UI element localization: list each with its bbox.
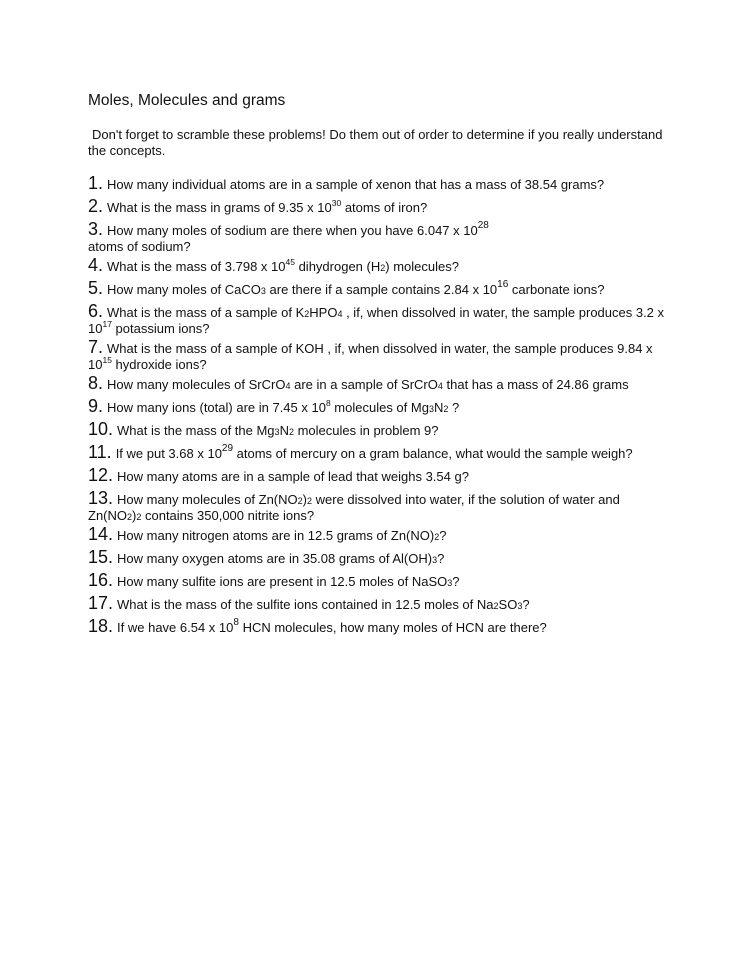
problem-15 — [88, 547, 668, 570]
problem-text: ? — [437, 551, 445, 566]
subscript: 2 — [127, 512, 133, 522]
problem-number: 16. — [88, 570, 114, 590]
problem-text: N — [279, 423, 289, 438]
problem-text: atoms of sodium? — [88, 239, 191, 254]
subscript: 3 — [274, 427, 280, 437]
problem-text: How many oxygen atoms are in 35.08 grams of Al(OH) — [117, 551, 433, 566]
problem-number: 18. — [88, 616, 114, 636]
problem-number: 6. — [88, 301, 104, 321]
problem-text: What is the mass in grams of 9.35 x 10 — [107, 200, 332, 215]
problem-12 — [88, 465, 668, 488]
problem-2 — [88, 196, 668, 219]
intro-sentence: Don't forget to scramble these problems! Do them out of order to determine if you really understand the concepts. — [88, 127, 663, 158]
problem-5 — [88, 278, 668, 301]
problem-text: atoms of iron? — [341, 200, 428, 215]
problem-text: are there if a sample contains 2.84 x 10 — [265, 282, 498, 297]
problem-text: carbonate ions? — [508, 282, 605, 297]
problem-17 — [88, 593, 668, 616]
problem-14 — [88, 524, 668, 547]
problem-text: atoms of mercury on a gram balance, what would the sample weigh? — [233, 446, 633, 461]
problem-text: ) — [302, 492, 308, 507]
problem-number: 3. — [88, 219, 104, 239]
problem-16 — [88, 570, 668, 593]
problem-7 — [88, 337, 668, 373]
subscript: 3 — [447, 578, 453, 588]
problem-text: How many moles of CaCO — [107, 282, 261, 297]
exponent: 28 — [477, 220, 489, 231]
problem-text: are in a sample of SrCrO — [290, 377, 438, 392]
subscript: 4 — [337, 309, 343, 319]
problem-text: How many individual atoms are in a sample of xenon that has a mass of 38.54 grams? — [107, 177, 605, 192]
problem-text: ? — [522, 597, 530, 612]
problem-text: ? — [439, 528, 447, 543]
subscript: 2 — [434, 532, 440, 542]
problem-text: hydroxide ions? — [111, 357, 207, 372]
problem-number: 10. — [88, 419, 114, 439]
problem-text: What is the mass of 3.798 x 10 — [107, 259, 286, 274]
problem-number: 2. — [88, 196, 104, 216]
problem-text: How many molecules of Zn(NO — [117, 492, 298, 507]
exponent: 15 — [102, 355, 112, 365]
subscript: 2 — [493, 601, 499, 611]
problem-text: , if, when dissolved in water, the sample produces 3.2 x 10 — [88, 305, 665, 336]
problem-number: 14. — [88, 524, 114, 544]
problem-number: 12. — [88, 465, 114, 485]
problem-text: HCN molecules, how many moles of HCN are there? — [238, 620, 547, 635]
problem-11 — [88, 442, 668, 465]
problem-number: 9. — [88, 396, 104, 416]
subscript: 2 — [297, 496, 303, 506]
problem-text: ) — [132, 508, 137, 523]
problem-13 — [88, 488, 668, 524]
problem-text: How many atoms are in a sample of lead that weighs 3.54 g? — [117, 469, 469, 484]
subscript: 2 — [304, 309, 310, 319]
problem-number: 8. — [88, 373, 104, 393]
subscript: 4 — [437, 381, 443, 391]
subscript: 2 — [136, 512, 142, 522]
exponent: 45 — [285, 257, 295, 267]
exponent: 30 — [331, 198, 342, 208]
problem-number: 5. — [88, 278, 104, 298]
problem-text: dihydrogen (H — [294, 259, 381, 274]
problem-text: What is the mass of a sample of KOH , if, when dissolved in water, the sample produces 9.84 x 10 — [88, 341, 653, 372]
problem-list — [88, 173, 668, 639]
problem-8 — [88, 373, 668, 396]
problem-10 — [88, 419, 668, 442]
problem-number: 17. — [88, 593, 114, 613]
problem-3 — [88, 219, 668, 255]
problem-text: ) molecules? — [385, 259, 459, 274]
problem-18 — [88, 616, 668, 639]
subscript: 4 — [285, 381, 291, 391]
problem-4 — [88, 255, 668, 278]
problem-text: ? — [452, 574, 460, 589]
problem-number: 11. — [88, 442, 112, 462]
problem-number: 1. — [88, 173, 104, 193]
problem-text: ? — [448, 400, 460, 415]
problem-number: 13. — [88, 488, 114, 508]
problem-text: How many ions (total) are in 7.45 x 10 — [107, 400, 326, 415]
problem-text: If we have 6.54 x 10 — [117, 620, 234, 635]
problem-text: were dissolved into water, if the solution of water and Zn(NO — [88, 492, 620, 523]
problem-number: 4. — [88, 255, 104, 275]
problem-text: How many nitrogen atoms are in 12.5 grams of Zn(NO) — [117, 528, 435, 543]
problem-1 — [88, 173, 668, 196]
exponent: 8 — [325, 398, 331, 408]
problem-text: N — [433, 400, 444, 415]
subscript: 3 — [260, 286, 266, 296]
problem-text: What is the mass of the sulfite ions contained in 12.5 moles of Na — [117, 597, 494, 612]
problem-text: How many molecules of SrCrO — [107, 377, 286, 392]
problem-text: If we put 3.68 x 10 — [115, 446, 222, 461]
problem-text: potassium ions? — [111, 321, 210, 336]
exponent: 8 — [233, 617, 239, 628]
subscript: 2 — [380, 263, 386, 273]
problem-6 — [88, 301, 668, 337]
problem-text: HPO — [309, 305, 338, 320]
page-title: Moles, Molecules and grams — [88, 92, 286, 109]
worksheet-page — [88, 92, 668, 639]
exponent: 29 — [221, 443, 234, 454]
problem-number: 7. — [88, 337, 104, 357]
problem-number: 15. — [88, 547, 114, 567]
problem-text: molecules in problem 9? — [293, 423, 439, 438]
subscript: 2 — [288, 427, 294, 437]
problem-text: contains 350,000 nitrite ions? — [141, 508, 315, 523]
subscript: 3 — [517, 601, 523, 611]
problem-text: How many sulfite ions are present in 12.5 moles of NaSO — [117, 574, 448, 589]
intro-text — [88, 127, 668, 159]
subscript: 3 — [432, 555, 438, 565]
problem-text: SO — [498, 597, 518, 612]
problem-9 — [88, 396, 668, 419]
subscript: 2 — [443, 404, 449, 414]
subscript: 3 — [428, 404, 434, 414]
problem-text: What is the mass of a sample of K — [107, 305, 305, 320]
exponent: 17 — [102, 319, 112, 329]
subscript: 2 — [307, 496, 313, 506]
exponent: 16 — [497, 279, 509, 290]
problem-text: How many moles of sodium are there when you have 6.047 x 10 — [107, 223, 478, 238]
problem-text: molecules of Mg — [330, 400, 429, 415]
problem-text: that has a mass of 24.86 grams — [442, 377, 629, 392]
problem-text: What is the mass of the Mg — [117, 423, 275, 438]
